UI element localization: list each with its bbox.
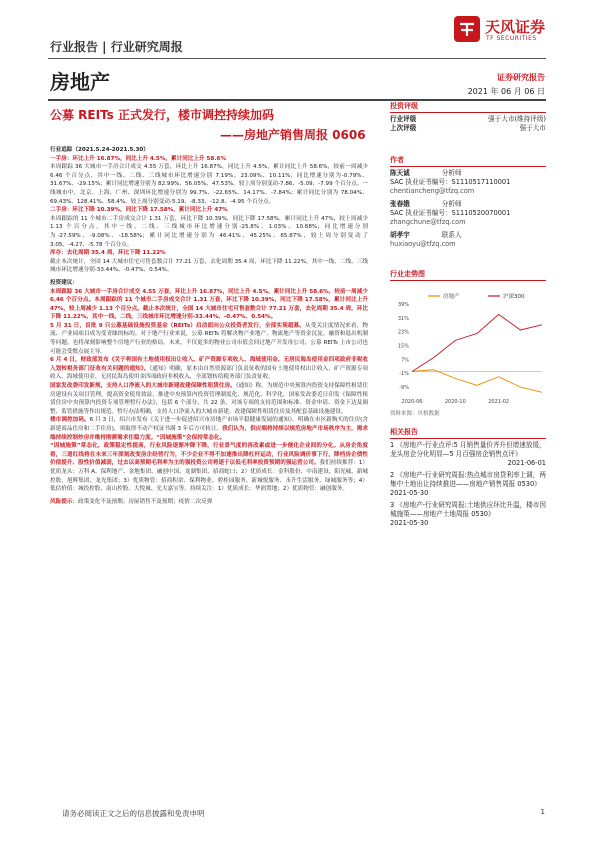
author-role: 分析师 [441, 200, 462, 208]
report-date: 2021 年 06 月 06 日 [467, 87, 545, 96]
logo-subtext: TF SECURITIES [486, 35, 537, 42]
author-2 [390, 200, 546, 227]
x-tick-label: 2021-02 [488, 399, 510, 405]
invest-summary: 本周跟踪 36 大城市一手房合计成交 4.55 万套，环比上升 16.87%，同比上升 4.5%，累计同比上升 58.6%，较前一周减少 6.46 个百分点。本周跟踪的 11 个城市二手房成交合计 1.31 万套，环比下降 10.39%，同比下降 17.58%，累计同比上升 47%，较上周减少 1.13 个百分点。截止本次统计，全国 14 大城市住宅可售套数合计 77.21 万套，去化周期 35.4 周，环比下降 11.22%，其中一线、二线、三线城市环比增速分别-33.44%、-0.47%、0.54%。 [50, 288, 368, 321]
author-email[interactable]: huxiaoyu@tfzq.com [390, 240, 456, 248]
author-name: 胡孝宇 [390, 231, 410, 239]
control-tail: “因城施策”会保持常态化。 [156, 434, 226, 441]
legend-label: 沪深300 [503, 294, 525, 300]
trend-section [390, 270, 546, 283]
author-cert: SAC 执业证书编号：S1110520070001 [390, 209, 511, 217]
authors-section [390, 156, 546, 249]
risk-text: 政策变化不及预期；房屋销售不及预期；疫情二次反弹 [77, 498, 213, 505]
prev-rating-label: 上次评级 [390, 124, 417, 132]
chart-source: 资料来源：贝格数据 [390, 411, 440, 417]
sector-title: 房地产 [50, 70, 110, 94]
rating-title: 投资评级 [390, 102, 418, 110]
author-1 [390, 169, 546, 196]
y-tick-label: 39% [397, 302, 409, 308]
trend-chart-svg [388, 290, 548, 408]
trend-title: 行业走势图 [390, 270, 425, 278]
related-title: 相关报告 [390, 428, 418, 436]
reits-lead: 5 月 31 日，首批 9 只公募基础设施投资基金（REITs）启动面向公众投资者发行，全部实现超募。 [50, 322, 306, 329]
resale-paragraph: 本周跟踪的 11 个城市二手房成交合计 1.31 万套，环比下降 10.39%，同比下降 17.58%，累计同比上升 47%，较上周减少 1.13 个百分点。其中一线、二线、三线城市环比增速分别-25.8%、1.03%、10.68%；同比增速分别为-27.59%、-9.08%、-18.58%；累计同比增速分别为 46.41%、45.25%、65.87%，较上周分别变动了 3.05、-4.27、-5.78 个百分点。 [50, 215, 368, 248]
trend-chart [388, 290, 548, 408]
outlook-text: “因城施策”常态化，政策稳定性提高，行业风险逐渐冲降下降，行业景气度的再改素或进一步催化企业间的分化。从房企角度看，三道红线将在未来三年深刻改变房企经营行为，不少企业不得不加速推出降杠杆运动，行业风险调价事下行，降档房企债性价值提升、股性价值减弱，过去以高预期毛利率为主的强投资公司将逐于以低毛利率投资预期的强运营公司。 [50, 443, 368, 467]
reits-text: 从受关注度情况来看，物流、产业园项目成为受青睐的标的。对于地产行业来说，公募 REITs 将解决物产业地产、物流地产等资金沉淀、融资和退出机制等问题，也将深刻影响整个房地产行业的格局。未来，不仅更多的物业公司市值会回过地产开发母公司，公募 REITs 上市公司也可能会受惯点展主导。 [50, 322, 368, 355]
new-home-paragraph: 本周跟踪 36 大城市一手房合计成交 4.55 万套，环比上升 16.87%，同比上升 4.5%，累计同比上升 58.6%，较前一周减少 6.46 个百分点，其中一线、二线、三线城市环比增速分别 7.19%、23.09%、10.11%；同比增速分别为-0.79%、31.67%、-29.15%；累计同比增速分别为 82.99%、56.05%、47.53%。较上周分别变动-7.86、-5.09、-7.99 个百分点。一线城市中，北京、上海、广州、深圳环比增速分别为 99.7%、-22.65%、14.17%、-7.84%；累计同比分别为 78.04%、69.43%、128.41%、58.4%，较上周分别变动-5.19、-8.33、-12.8、-4.95 个百分点。 [50, 164, 368, 205]
logo-icon [452, 14, 482, 44]
related-date: 2021-05-30 [390, 519, 429, 527]
prev-rating-value: 强于大市 [519, 124, 546, 132]
related-section [390, 428, 546, 528]
related-item[interactable] [390, 471, 546, 498]
control-lead: 楼市调控加码。 [50, 417, 90, 424]
rental-text: 《通知》称，为规范中央预算内投资支持保障性租赁住房建设有关项目管理，提高资金使用效益，推进中央预算内投资管理制度化、规范化、科学化，国家发改委近日印发《保障性租赁住房中央预算内投资专项管理暂行办法》，包括 6 个部分、共 22 条，对该专项的支持范围和标准、资金申请、资金下达及调整、监管措施等作出规范。暂行办法明确，支持人口净流入的大城市新建、改建保障性租赁住房及其配套基础设施建设。 [50, 383, 368, 415]
headline: 公募 REITs 正式发行，楼市调控持续加码 [50, 108, 274, 122]
y-tick-label: -1% [399, 371, 409, 378]
inventory-paragraph: 截止本次统计，全国 14 大城市住宅可售套数合计 77.21 万套，去化周期 35.4 周，环比下降 11.22%，其中一线、二线、三线城市环比增速分别-33.44%、-0.47%、0.54%。 [50, 258, 368, 274]
author-name: 张春娥 [390, 200, 410, 208]
title-rule [48, 99, 546, 101]
author-role: 联系人 [441, 231, 462, 239]
tracking-period: 行业追踪（2021.5.24-2021.5.30） [50, 147, 149, 153]
y-tick-label: 23% [397, 329, 409, 336]
footer-disclaimer: 请务必阅读正文之后的信息披露和免责申明 [62, 809, 205, 818]
related-date: 2021-05-30 [390, 489, 429, 497]
x-tick-label: 2020-10 [444, 399, 466, 405]
report-type: 证券研究报告 [497, 73, 545, 82]
rating-label: 行业评级 [390, 115, 417, 123]
related-item[interactable] [390, 501, 546, 528]
main-body [50, 146, 368, 506]
related-text[interactable]: 2 《房地产-行业研究周报:热点城市房贷利率上调，两集中土地出让持续推进——房地产销售周报 0530》 [390, 471, 546, 488]
author-cert: SAC 执业证书编号：S1110517110001 [390, 178, 511, 186]
resale-heading: 二手房：环比下降 10.39%，同比下降 17.58%，累计同比上升 47% [50, 207, 228, 214]
control-text: 6 月 3 日，绍兴市发布《关于进一步促进绍兴市房地产市场平稳健康发展的通知》。明确在市区新购买的住房(含新建商品住房和二手住房)，须取得不动产权证书满 3 年后方可转让。 [50, 417, 368, 432]
related-text[interactable]: 1 《房地产-行业点评:5 月销售量价齐升但增速放缓，龙头房企分化明显—5 月百强房企销售点评》 [390, 441, 546, 458]
tax-lead: 6 月 4 日，财政部发布《关于将国有土地使用权出让收入、矿产资源专项收入、海域使用金、无居民海岛使用金四项政府非税收入划转税务部门征收有关问题的通知》。 [50, 357, 368, 372]
rating-section [390, 102, 546, 133]
rental-lead: 国家发改委印发新规，支持人口净流入的大城市新建改建保障性租赁住房。 [50, 383, 236, 390]
stock-picks: 我们持续推荐：1）优质龙头：万科 A、保利地产、金地集团、融创中国、龙湖集团、招商蛇口；2）优质成长：金科股份、中南建设、阳光城、新城控股、旭辉集团、龙光集团；3）优质物管：招商积余、保利物业、碧桂园服务、新城悦服务、永升生活服务、绿城服务等；4）低估价值：城投控股、南山控股、大悦城、光大嘉宝等。持续关注：1）优质成长：华润置地；2）优质物管：融创服务。 [50, 460, 368, 493]
y-tick-label: 31% [397, 315, 409, 322]
rating-value: 强于大市(维持评级) [488, 115, 546, 123]
page-number: 1 [540, 808, 545, 816]
author-name: 陈天诚 [390, 169, 410, 177]
author-role: 分析师 [441, 169, 462, 177]
related-text[interactable]: 3 《房地产-行业研究周报:土地供应环比升温，楼市因城施策——房地产土地周报 0530》 [390, 501, 546, 518]
series-line-0 [412, 370, 542, 393]
risk-heading: 风险提示： [50, 498, 78, 505]
y-tick-label: 7% [401, 357, 409, 364]
related-item[interactable] [390, 441, 546, 468]
x-tick-label: 2020-06 [401, 399, 423, 405]
legend-label: 房地产 [443, 294, 460, 300]
tax-text: 《通知》明确，原本由自然资源部门负责征收的国有土地使用权出让收入、矿产资源专项收入、海域使用金、无居民海岛使用金四项政府非税收入，全部划转给税务部门负责征收。 [50, 365, 369, 381]
author-email[interactable]: zhangchune@tfzq.com [390, 218, 466, 226]
logo-text: 天风证券 [485, 18, 546, 36]
breadcrumb: 行业报告 | 行业研究周报 [50, 40, 183, 54]
subheadline: ——房地产销售周报 0606 [220, 128, 366, 142]
author-email[interactable]: chentiancheng@tfzq.com [390, 187, 475, 195]
related-date: 2021-06-01 [507, 459, 546, 467]
y-tick-label: 15% [397, 343, 409, 350]
inventory-heading: 库存：去化周期 35.4 周，环比下降 11.22% [50, 250, 166, 257]
series-line-1 [412, 314, 542, 371]
header-rule [48, 58, 546, 59]
invest-heading: 投资建议： [50, 279, 78, 286]
author-3 [390, 231, 546, 249]
authors-title: 作者 [390, 156, 404, 164]
new-home-heading: 一手房：环比上升 16.87%，同比上升 4.5%，累计同比上升 58.6% [50, 155, 226, 162]
y-tick-label: -9% [399, 385, 409, 392]
control-view: 我们认为，供应端将持续以规范房地产市场秩序为主，需求端持续控制炒房并维持刚需需求住稳力度。 [50, 426, 368, 441]
